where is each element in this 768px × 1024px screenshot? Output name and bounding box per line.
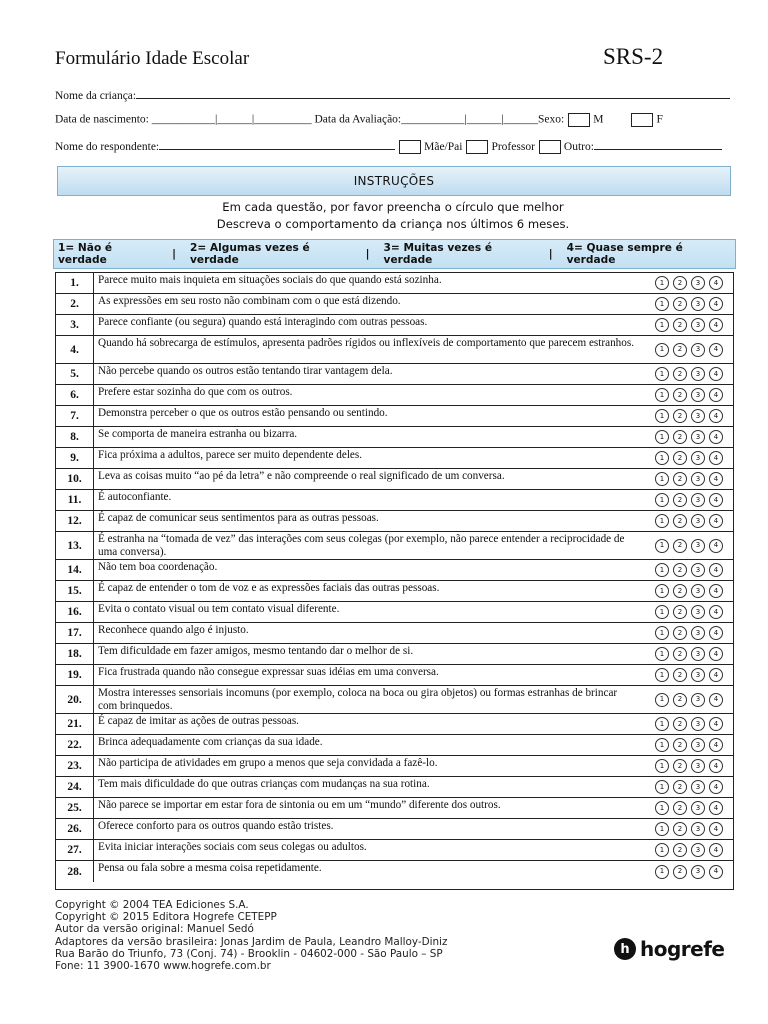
- question-row: [56, 469, 733, 490]
- response-circle-4[interactable]: 4: [709, 493, 723, 507]
- response-circle-2[interactable]: 2: [673, 738, 687, 752]
- hogrefe-logo: [614, 937, 725, 961]
- question-text: É capaz de imitar as ações de outras pessoas.: [98, 715, 299, 727]
- question-number: 20.: [56, 686, 94, 713]
- question-number: 7.: [56, 406, 94, 426]
- response-circle-3[interactable]: 3: [691, 626, 705, 640]
- response-circle-1[interactable]: 1: [655, 318, 669, 332]
- response-circle-3[interactable]: 3: [691, 605, 705, 619]
- form-title: Formulário Idade Escolar: [55, 48, 250, 69]
- response-circle-3[interactable]: 3: [691, 780, 705, 794]
- question-number: 28.: [56, 861, 94, 882]
- question-row: [56, 385, 733, 406]
- eval-date-label: Data da Avaliação:: [314, 113, 402, 126]
- question-text: Parece muito mais inquieta em situações sociais do que quando está sozinha.: [98, 274, 442, 286]
- question-row: [56, 294, 733, 315]
- birth-date-field[interactable]: ___________|______|__________: [151, 113, 312, 126]
- question-number: 17.: [56, 623, 94, 643]
- question-text: Não parece se importar em estar fora de sintonia ou em um “mundo” diferente dos outros.: [98, 799, 501, 811]
- response-circle-3[interactable]: 3: [691, 472, 705, 486]
- question-number: 10.: [56, 469, 94, 489]
- question-text: Tem dificuldade em fazer amigos, mesmo tentando dar o melhor de si.: [98, 645, 414, 657]
- response-circle-2[interactable]: 2: [673, 318, 687, 332]
- other-label: Outro:: [563, 141, 594, 153]
- child-name-field[interactable]: [136, 88, 730, 99]
- question-text: Brinca adequadamente com crianças da sua idade.: [98, 736, 323, 748]
- response-circle-3[interactable]: 3: [691, 865, 705, 879]
- question-number: 19.: [56, 665, 94, 685]
- question-text: Evita o contato visual ou tem contato visual diferente.: [98, 603, 340, 615]
- copyright-line: Copyright © 2004 TEA Ediciones S.A.: [55, 899, 249, 911]
- question-row: [56, 686, 733, 714]
- response-circle-1[interactable]: 1: [655, 738, 669, 752]
- question-text: Prefere estar sozinha do que com os outros.: [98, 386, 293, 398]
- question-row: [56, 273, 733, 294]
- response-options: [655, 759, 723, 773]
- response-circle-3[interactable]: 3: [691, 584, 705, 598]
- response-circle-1[interactable]: 1: [655, 865, 669, 879]
- question-number: 12.: [56, 511, 94, 531]
- question-text: É capaz de entender o tom de voz e as expressões faciais das outras pessoas.: [98, 582, 440, 594]
- response-options: [655, 318, 723, 332]
- author-line: Autor da versão original: Manuel Sedó: [55, 923, 254, 936]
- response-circle-4[interactable]: 4: [709, 759, 723, 773]
- response-options: [655, 367, 723, 381]
- response-circle-4[interactable]: 4: [709, 605, 723, 619]
- phone-line: Fone: 11 3900-1670 www.hogrefe.com.br: [55, 960, 271, 973]
- response-options: [655, 409, 723, 423]
- response-circle-1[interactable]: 1: [655, 822, 669, 836]
- question-row: [56, 532, 733, 560]
- response-circle-1[interactable]: 1: [655, 759, 669, 773]
- response-circle-2[interactable]: 2: [673, 493, 687, 507]
- response-circle-3[interactable]: 3: [691, 843, 705, 857]
- response-circle-2[interactable]: 2: [673, 668, 687, 682]
- response-circle-3[interactable]: 3: [691, 343, 705, 357]
- response-circle-4[interactable]: 4: [709, 343, 723, 357]
- response-circle-4[interactable]: 4: [709, 514, 723, 528]
- address-line: Rua Barão do Triunfo, 73 (Conj. 74) - Brooklin - 04602-000 - São Paulo – SP: [55, 947, 443, 960]
- response-circle-3[interactable]: 3: [691, 759, 705, 773]
- response-circle-1[interactable]: 1: [655, 514, 669, 528]
- question-row: [56, 714, 733, 735]
- response-circle-4[interactable]: 4: [709, 563, 723, 577]
- response-circle-1[interactable]: 1: [655, 843, 669, 857]
- response-circle-4[interactable]: 4: [709, 409, 723, 423]
- sex-label: Sexo:: [538, 113, 565, 126]
- response-options: [655, 801, 723, 815]
- question-row: [56, 448, 733, 469]
- question-row: [56, 490, 733, 511]
- question-number: 3.: [56, 315, 94, 335]
- question-row: [56, 798, 733, 819]
- question-text: Quando há sobrecarga de estímulos, apresenta padrões rígidos ou inflexíveis de comportamento que parecem estranhos.: [98, 337, 635, 349]
- hogrefe-logo-text: hogrefe: [640, 937, 725, 961]
- response-circle-1[interactable]: 1: [655, 563, 669, 577]
- question-text: É autoconfiante.: [98, 491, 172, 503]
- response-circle-4[interactable]: 4: [709, 865, 723, 879]
- response-options: [655, 693, 723, 707]
- response-circle-4[interactable]: 4: [709, 276, 723, 290]
- response-options: [655, 430, 723, 444]
- response-options: [655, 668, 723, 682]
- sex-f-label: F: [656, 113, 663, 126]
- question-number: 13.: [56, 532, 94, 559]
- response-options: [655, 843, 723, 857]
- question-text: Oferece conforto para os outros quando estão tristes.: [98, 820, 334, 832]
- question-text: As expressões em seu rosto não combinam com o que está dizendo.: [98, 295, 401, 307]
- question-number: 2.: [56, 294, 94, 314]
- legend-separator: |: [365, 248, 370, 260]
- response-circle-3[interactable]: 3: [691, 717, 705, 731]
- response-circle-2[interactable]: 2: [673, 865, 687, 879]
- response-circle-3[interactable]: 3: [691, 493, 705, 507]
- response-circle-2[interactable]: 2: [673, 472, 687, 486]
- response-circle-1[interactable]: 1: [655, 693, 669, 707]
- response-options: [655, 451, 723, 465]
- response-circle-1[interactable]: 1: [655, 780, 669, 794]
- response-circle-2[interactable]: 2: [673, 514, 687, 528]
- response-circle-3[interactable]: 3: [691, 297, 705, 311]
- birth-date-label: Data de nascimento:: [55, 113, 149, 126]
- response-options: [655, 717, 723, 731]
- response-circle-4[interactable]: 4: [709, 801, 723, 815]
- response-circle-4[interactable]: 4: [709, 388, 723, 402]
- question-row: [56, 364, 733, 385]
- question-row: [56, 560, 733, 581]
- response-circle-3[interactable]: 3: [691, 539, 705, 553]
- response-circle-1[interactable]: 1: [655, 367, 669, 381]
- question-text: Leva as coisas muito “ao pé da letra” e não compreende o real significado de um conversa.: [98, 470, 505, 482]
- response-circle-1[interactable]: 1: [655, 605, 669, 619]
- response-circle-1[interactable]: 1: [655, 668, 669, 682]
- response-circle-4[interactable]: 4: [709, 647, 723, 661]
- question-number: 24.: [56, 777, 94, 797]
- response-options: [655, 539, 723, 553]
- question-number: 8.: [56, 427, 94, 447]
- question-text: Se comporta de maneira estranha ou bizarra.: [98, 428, 298, 440]
- response-circle-4[interactable]: 4: [709, 693, 723, 707]
- response-options: [655, 343, 723, 357]
- question-text: Não participa de atividades em grupo a menos que seja convidada a fazê-lo.: [98, 757, 438, 769]
- response-circle-1[interactable]: 1: [655, 276, 669, 290]
- sex-m-checkbox[interactable]: [568, 113, 590, 127]
- response-circle-4[interactable]: 4: [709, 367, 723, 381]
- response-circle-3[interactable]: 3: [691, 367, 705, 381]
- question-text: Fica próxima a adultos, parece ser muito dependente deles.: [98, 449, 363, 461]
- legend-item: 4= Quase sempre é verdade: [566, 242, 683, 266]
- response-circle-2[interactable]: 2: [673, 430, 687, 444]
- child-name-row: [55, 88, 730, 102]
- question-number: 21.: [56, 714, 94, 734]
- response-circle-4[interactable]: 4: [709, 822, 723, 836]
- legend-item: 3= Muitas vezes é verdade: [383, 242, 493, 266]
- response-options: [655, 738, 723, 752]
- response-legend: [53, 239, 736, 269]
- response-circle-3[interactable]: 3: [691, 668, 705, 682]
- dates-row: [55, 113, 663, 127]
- question-number: 9.: [56, 448, 94, 468]
- response-circle-4[interactable]: 4: [709, 626, 723, 640]
- form-code: SRS-2: [603, 44, 664, 69]
- question-row: [56, 840, 733, 861]
- legend-item: 1= Não é verdade: [58, 242, 113, 266]
- response-circle-3[interactable]: 3: [691, 430, 705, 444]
- response-options: [655, 276, 723, 290]
- child-name-label: Nome da criança:: [55, 90, 137, 102]
- response-circle-4[interactable]: 4: [709, 472, 723, 486]
- response-circle-3[interactable]: 3: [691, 388, 705, 402]
- question-number: 6.: [56, 385, 94, 405]
- copyright-line: Copyright © 2015 Editora Hogrefe CETEPP: [55, 911, 277, 924]
- response-circle-2[interactable]: 2: [673, 343, 687, 357]
- question-row: [56, 735, 733, 756]
- response-circle-4[interactable]: 4: [709, 738, 723, 752]
- response-circle-1[interactable]: 1: [655, 493, 669, 507]
- response-options: [655, 388, 723, 402]
- question-number: 18.: [56, 644, 94, 664]
- response-circle-3[interactable]: 3: [691, 318, 705, 332]
- response-circle-1[interactable]: 1: [655, 626, 669, 640]
- question-text: Fica frustrada quando não consegue expressar suas idéias em uma conversa.: [98, 666, 439, 678]
- sex-f-checkbox[interactable]: [631, 113, 653, 127]
- response-circle-2[interactable]: 2: [673, 626, 687, 640]
- response-circle-2[interactable]: 2: [673, 539, 687, 553]
- response-circle-4[interactable]: 4: [709, 584, 723, 598]
- response-circle-3[interactable]: 3: [691, 409, 705, 423]
- question-number: 5.: [56, 364, 94, 384]
- response-circle-3[interactable]: 3: [691, 693, 705, 707]
- respondent-field[interactable]: [159, 139, 395, 150]
- question-row: [56, 861, 733, 882]
- question-text: Demonstra perceber o que os outros estão pensando ou sentindo.: [98, 407, 388, 419]
- respondent-row: [55, 139, 722, 154]
- question-number: 14.: [56, 560, 94, 580]
- question-text: Pensa ou fala sobre a mesma coisa repetidamente.: [98, 862, 322, 874]
- response-circle-4[interactable]: 4: [709, 318, 723, 332]
- response-circle-3[interactable]: 3: [691, 822, 705, 836]
- copyright-block: [55, 899, 447, 972]
- response-options: [655, 822, 723, 836]
- response-circle-3[interactable]: 3: [691, 563, 705, 577]
- response-options: [655, 780, 723, 794]
- response-circle-2[interactable]: 2: [673, 647, 687, 661]
- response-circle-4[interactable]: 4: [709, 539, 723, 553]
- response-options: [655, 626, 723, 640]
- question-text: Mostra interesses sensoriais incomuns (por exemplo, coloca na boca ou gira objetos) ou formas estranhas de brincar com brinquedos.: [98, 687, 618, 712]
- instructions-banner: [57, 166, 731, 196]
- response-circle-2[interactable]: 2: [673, 451, 687, 465]
- question-text: Parece confiante (ou segura) quando está interagindo com outras pessoas.: [98, 316, 428, 328]
- response-circle-3[interactable]: 3: [691, 514, 705, 528]
- response-options: [655, 563, 723, 577]
- question-number: 27.: [56, 840, 94, 860]
- sex-m-label: M: [593, 113, 604, 126]
- response-options: [655, 514, 723, 528]
- question-number: 25.: [56, 798, 94, 818]
- question-row: [56, 665, 733, 686]
- response-circle-1[interactable]: 1: [655, 430, 669, 444]
- question-row: [56, 602, 733, 623]
- question-row: [56, 756, 733, 777]
- question-row: [56, 777, 733, 798]
- response-options: [655, 472, 723, 486]
- response-circle-3[interactable]: 3: [691, 276, 705, 290]
- question-number: 16.: [56, 602, 94, 622]
- response-circle-1[interactable]: 1: [655, 472, 669, 486]
- response-circle-2[interactable]: 2: [673, 822, 687, 836]
- response-circle-4[interactable]: 4: [709, 668, 723, 682]
- question-row: [56, 315, 733, 336]
- response-circle-1[interactable]: 1: [655, 717, 669, 731]
- response-circle-2[interactable]: 2: [673, 297, 687, 311]
- response-circle-4[interactable]: 4: [709, 780, 723, 794]
- response-options: [655, 865, 723, 879]
- response-circle-2[interactable]: 2: [673, 409, 687, 423]
- response-options: [655, 584, 723, 598]
- question-row: [56, 644, 733, 665]
- question-row: [56, 623, 733, 644]
- response-circle-2[interactable]: 2: [673, 759, 687, 773]
- question-text: Reconhece quando algo é injusto.: [98, 624, 249, 636]
- response-options: [655, 647, 723, 661]
- instructions-title: INSTRUÇÕES: [353, 174, 435, 188]
- adaptors-line: Adaptores da versão brasileira: Jonas Jardim de Paula, Leandro Malloy-Diniz: [55, 935, 448, 948]
- response-circle-2[interactable]: 2: [673, 563, 687, 577]
- response-circle-1[interactable]: 1: [655, 297, 669, 311]
- question-row: [56, 581, 733, 602]
- response-circle-3[interactable]: 3: [691, 647, 705, 661]
- response-options: [655, 605, 723, 619]
- response-circle-2[interactable]: 2: [673, 388, 687, 402]
- other-field[interactable]: [594, 139, 722, 150]
- mother-father-label: Mãe/Pai: [424, 141, 463, 153]
- question-number: 26.: [56, 819, 94, 839]
- other-checkbox[interactable]: [539, 140, 561, 154]
- question-text: Não tem boa coordenação.: [98, 561, 218, 573]
- question-text: É capaz de comunicar seus sentimentos para as outras pessoas.: [98, 512, 379, 524]
- response-circle-2[interactable]: 2: [673, 367, 687, 381]
- response-circle-1[interactable]: 1: [655, 647, 669, 661]
- response-circle-1[interactable]: 1: [655, 388, 669, 402]
- legend-separator: |: [548, 248, 553, 260]
- response-options: [655, 297, 723, 311]
- question-row: [56, 511, 733, 532]
- response-options: [655, 493, 723, 507]
- question-text: Evita iniciar interações sociais com seus colegas ou adultos.: [98, 841, 367, 853]
- response-circle-1[interactable]: 1: [655, 409, 669, 423]
- response-circle-1[interactable]: 1: [655, 343, 669, 357]
- response-circle-1[interactable]: 1: [655, 451, 669, 465]
- response-circle-4[interactable]: 4: [709, 451, 723, 465]
- question-row: [56, 819, 733, 840]
- response-circle-3[interactable]: 3: [691, 801, 705, 815]
- response-circle-3[interactable]: 3: [691, 451, 705, 465]
- questions-table: [55, 272, 734, 890]
- question-text: Tem mais dificuldade do que outras crianças com mudanças na sua rotina.: [98, 778, 430, 790]
- question-text: Não percebe quando os outros estão tentando tirar vantagem dela.: [98, 365, 393, 377]
- respondent-label: Nome do respondente:: [55, 141, 160, 153]
- hogrefe-logo-icon: h: [614, 938, 636, 960]
- response-circle-2[interactable]: 2: [673, 584, 687, 598]
- question-row: [56, 406, 733, 427]
- teacher-checkbox[interactable]: [466, 140, 488, 154]
- response-circle-2[interactable]: 2: [673, 276, 687, 290]
- response-circle-1[interactable]: 1: [655, 584, 669, 598]
- question-number: 4.: [56, 336, 94, 363]
- response-circle-1[interactable]: 1: [655, 801, 669, 815]
- teacher-label: Professor: [491, 141, 535, 153]
- response-circle-2[interactable]: 2: [673, 605, 687, 619]
- question-number: 22.: [56, 735, 94, 755]
- response-circle-1[interactable]: 1: [655, 539, 669, 553]
- response-circle-4[interactable]: 4: [709, 843, 723, 857]
- response-circle-2[interactable]: 2: [673, 843, 687, 857]
- question-number: 15.: [56, 581, 94, 601]
- legend-separator: |: [172, 248, 176, 260]
- question-row: [56, 336, 733, 364]
- question-number: 11.: [56, 490, 94, 510]
- question-row: [56, 427, 733, 448]
- legend-item: 2= Algumas vezes é verdade: [189, 242, 310, 266]
- response-circle-2[interactable]: 2: [673, 693, 687, 707]
- question-number: 1.: [56, 273, 94, 293]
- eval-date-field[interactable]: ___________|______|______: [401, 113, 538, 126]
- mother-father-checkbox[interactable]: [399, 140, 421, 154]
- response-circle-4[interactable]: 4: [709, 717, 723, 731]
- response-circle-4[interactable]: 4: [709, 297, 723, 311]
- question-text: É estranha na “tomada de vez” das interações com seus colegas (por exemplo, não parece entender a reciprocidade de uma conversa).: [98, 533, 625, 558]
- question-number: 23.: [56, 756, 94, 776]
- response-circle-2[interactable]: 2: [673, 717, 687, 731]
- response-circle-3[interactable]: 3: [691, 738, 705, 752]
- instructions-line-1: Em cada questão, por favor preencha o círculo que melhor: [222, 200, 564, 214]
- response-circle-2[interactable]: 2: [673, 780, 687, 794]
- response-circle-4[interactable]: 4: [709, 430, 723, 444]
- response-circle-2[interactable]: 2: [673, 801, 687, 815]
- instructions-line-2: Descreva o comportamento da criança nos últimos 6 meses.: [216, 217, 570, 231]
